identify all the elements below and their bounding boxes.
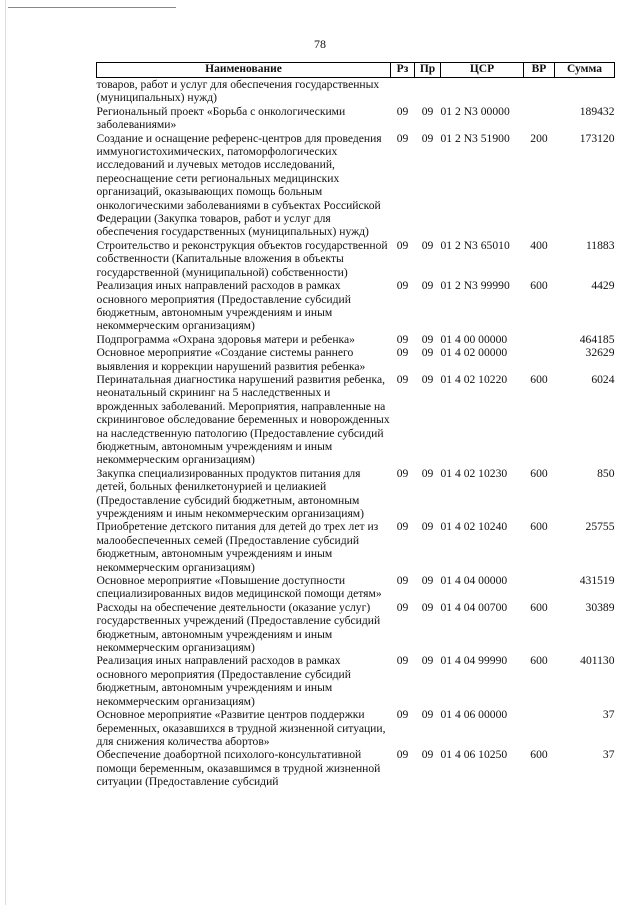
cell-csr: 01 4 04 00000 — [440, 574, 508, 588]
cell-rz — [391, 78, 415, 105]
cell-pr: 09 — [421, 520, 434, 534]
cell-vr: 600 — [530, 654, 548, 668]
cell-name: Обеспечение доабортной психолого-консультативной помощи беременным, оказавшимся в трудной жизненной ситуации (Предоставление субсидий — [96, 748, 381, 789]
table-row — [97, 748, 615, 788]
cell-csr: 01 4 04 00700 — [440, 600, 508, 614]
cell-csr: 01 4 06 00000 — [440, 708, 508, 722]
cell-csr: 01 4 06 10250 — [440, 748, 508, 762]
cell-name: Закупка специализированных продуктов питания для детей, больных фенилкетонурией и целиакией (Предоставление субсидий бюджетным, автономным учреждениям и иным некоммерческим организациям) — [96, 466, 364, 520]
cell-csr: 01 4 04 99990 — [440, 654, 508, 668]
cell-vr — [524, 708, 555, 748]
cell-sum: 25755 — [585, 520, 615, 534]
cell-pr: 09 — [421, 332, 434, 346]
cell-csr: 01 4 02 10220 — [440, 372, 508, 386]
cell-csr: 01 2 N3 99990 — [440, 279, 510, 293]
cell-name: Расходы на обеспечение деятельности (оказание услуг) государственных учреждений (Предоставление субсидий бюджетным, автономным учреждениям и иным некоммерческим организациям) — [96, 600, 381, 655]
table-row — [97, 520, 615, 574]
cell-name: Перинатальная диагностика нарушений развития ребенка, неонатальный скрининг на 5 наследственных и врожденных заболеваний. Мероприятия, направленные на скрининговое обследование беременных и новорожденных на наследственную патологию (Предоставление субсидий бюджетным, автономным учреждениям и иным некоммерческим организациям) — [96, 372, 390, 467]
cell-pr: 09 — [421, 104, 434, 118]
cell-sum: 11883 — [585, 238, 615, 252]
cell-vr: 600 — [530, 372, 548, 386]
budget-table — [96, 62, 615, 789]
cell-rz: 09 — [396, 279, 409, 293]
cell-vr — [524, 78, 555, 105]
cell-pr: 09 — [421, 372, 434, 386]
cell-rz: 09 — [396, 708, 409, 722]
cell-name: Основное мероприятие «Повышение доступности специализированных видов медицинской помощи детям» — [96, 574, 382, 601]
cell-sum: 173120 — [579, 131, 615, 145]
cell-pr: 09 — [421, 279, 434, 293]
cell-csr: 01 4 02 10230 — [440, 466, 508, 480]
table-row — [97, 708, 615, 748]
cell-vr — [524, 333, 555, 346]
cell-sum: 32629 — [585, 346, 615, 360]
table-row — [97, 333, 615, 346]
header-csr: ЦСР — [441, 63, 524, 78]
cell-pr — [415, 78, 441, 105]
cell-rz: 09 — [396, 654, 409, 668]
cell-sum: 4429 — [591, 279, 615, 293]
cell-sum — [555, 78, 615, 105]
cell-csr: 01 2 N3 51900 — [440, 131, 510, 145]
cell-csr: 01 4 02 00000 — [440, 346, 508, 360]
cell-vr: 600 — [530, 279, 548, 293]
cell-name: Основное мероприятие «Создание системы раннего выявления и коррекции нарушений развития ребенка» — [96, 346, 366, 373]
table-row — [97, 654, 615, 708]
cell-rz: 09 — [396, 574, 409, 588]
cell-sum: 189432 — [579, 104, 615, 118]
cell-name: Создание и оснащение референс-центров для проведения иммуногистохимических, патоморфологических исследований и лучевых методов исследований, переоснащение сети региональных медицинских организаций, оказывающих помощь больным онкологическими заболеваниями в субъектах Российской Федерации (Закупка товаров, работ и услуг для обеспечения государственных (муниципальных) нужд) — [96, 131, 382, 239]
cell-rz: 09 — [396, 131, 409, 145]
table-row — [97, 373, 615, 467]
cell-sum: 37 — [602, 708, 615, 722]
cell-name: Подпрограмма «Охрана здоровья матери и ребенка» — [96, 332, 355, 346]
cell-name: Реализация иных направлений расходов в рамках основного мероприятия (Предоставление субсидий бюджетным, автономным учреждениям и иным некоммерческим организациям) — [96, 654, 351, 708]
cell-vr: 600 — [530, 600, 548, 614]
cell-vr — [524, 346, 555, 373]
table-body — [97, 78, 615, 789]
cell-vr: 600 — [530, 748, 548, 762]
cell-vr: 600 — [530, 520, 548, 534]
table-row — [97, 105, 615, 132]
cell-vr — [524, 574, 555, 601]
cell-rz: 09 — [396, 238, 409, 252]
table-row — [97, 574, 615, 601]
cell-rz: 09 — [396, 372, 409, 386]
cell-pr: 09 — [421, 600, 434, 614]
cell-name: Строительство и реконструкция объектов государственной собственности (Капитальные вложения в объекты государственной (муниципальной) собственности) — [96, 238, 388, 279]
scan-top-line — [8, 7, 176, 8]
header-rz: Рз — [391, 63, 415, 78]
cell-sum: 37 — [602, 748, 615, 762]
cell-name: Реализация иных направлений расходов в рамках основного мероприятия (Предоставление субсидий бюджетным, автономным учреждениям и иным некоммерческим организациям) — [96, 279, 351, 333]
cell-rz: 09 — [396, 466, 409, 480]
page-number: 78 — [314, 37, 326, 51]
cell-csr: 01 2 N3 00000 — [440, 104, 510, 118]
header-sum: Сумма — [555, 63, 615, 78]
cell-pr: 09 — [421, 574, 434, 588]
table-row — [97, 132, 615, 239]
cell-vr: 600 — [530, 466, 548, 480]
cell-pr: 09 — [421, 708, 434, 722]
cell-pr: 09 — [421, 238, 434, 252]
cell-pr: 09 — [421, 654, 434, 668]
cell-pr: 09 — [421, 748, 434, 762]
cell-rz: 09 — [396, 748, 409, 762]
cell-vr: 400 — [530, 238, 548, 252]
cell-vr — [524, 105, 555, 132]
cell-name: Региональный проект «Борьба с онкологическими заболеваниями» — [96, 104, 346, 132]
header-pr: Пр — [415, 63, 441, 78]
cell-sum: 401130 — [580, 654, 615, 668]
header-name: Наименование — [97, 63, 391, 78]
cell-vr: 200 — [530, 131, 548, 145]
cell-csr: 01 4 02 10240 — [440, 520, 508, 534]
scan-margin-line — [5, 0, 6, 905]
cell-name: товаров, работ и услуг для обеспечения государственных (муниципальных) нужд) — [96, 78, 380, 105]
cell-rz: 09 — [396, 600, 409, 614]
table-row — [97, 346, 615, 373]
cell-sum: 431519 — [579, 574, 615, 588]
cell-csr: 01 4 00 00000 — [440, 332, 508, 346]
cell-sum: 6024 — [591, 372, 615, 386]
table-row — [97, 78, 615, 105]
cell-csr: 01 2 N3 65010 — [440, 238, 510, 252]
table-row — [97, 239, 615, 279]
cell-pr: 09 — [421, 466, 434, 480]
cell-pr: 09 — [421, 131, 434, 145]
cell-csr — [441, 78, 524, 105]
table-row — [97, 279, 615, 333]
cell-pr: 09 — [421, 346, 434, 360]
cell-sum: 30389 — [585, 600, 615, 614]
cell-name: Приобретение детского питания для детей до трех лет из малообеспеченных семей (Предоставление субсидий бюджетным, автономным учреждениям и иным некоммерческим организациям) — [96, 520, 379, 574]
cell-rz: 09 — [396, 346, 409, 360]
table-row — [97, 601, 615, 655]
cell-rz: 09 — [396, 520, 409, 534]
cell-sum: 850 — [597, 466, 615, 480]
cell-sum: 464185 — [579, 332, 615, 346]
table-row — [97, 467, 615, 521]
table-header — [97, 63, 615, 78]
cell-name: Основное мероприятие «Развитие центров поддержки беременных, оказавшихся в трудной жизненной ситуации, для снижения количества абортов» — [96, 708, 386, 748]
cell-rz: 09 — [396, 332, 409, 346]
cell-rz: 09 — [396, 104, 409, 118]
header-vr: ВР — [524, 63, 555, 78]
